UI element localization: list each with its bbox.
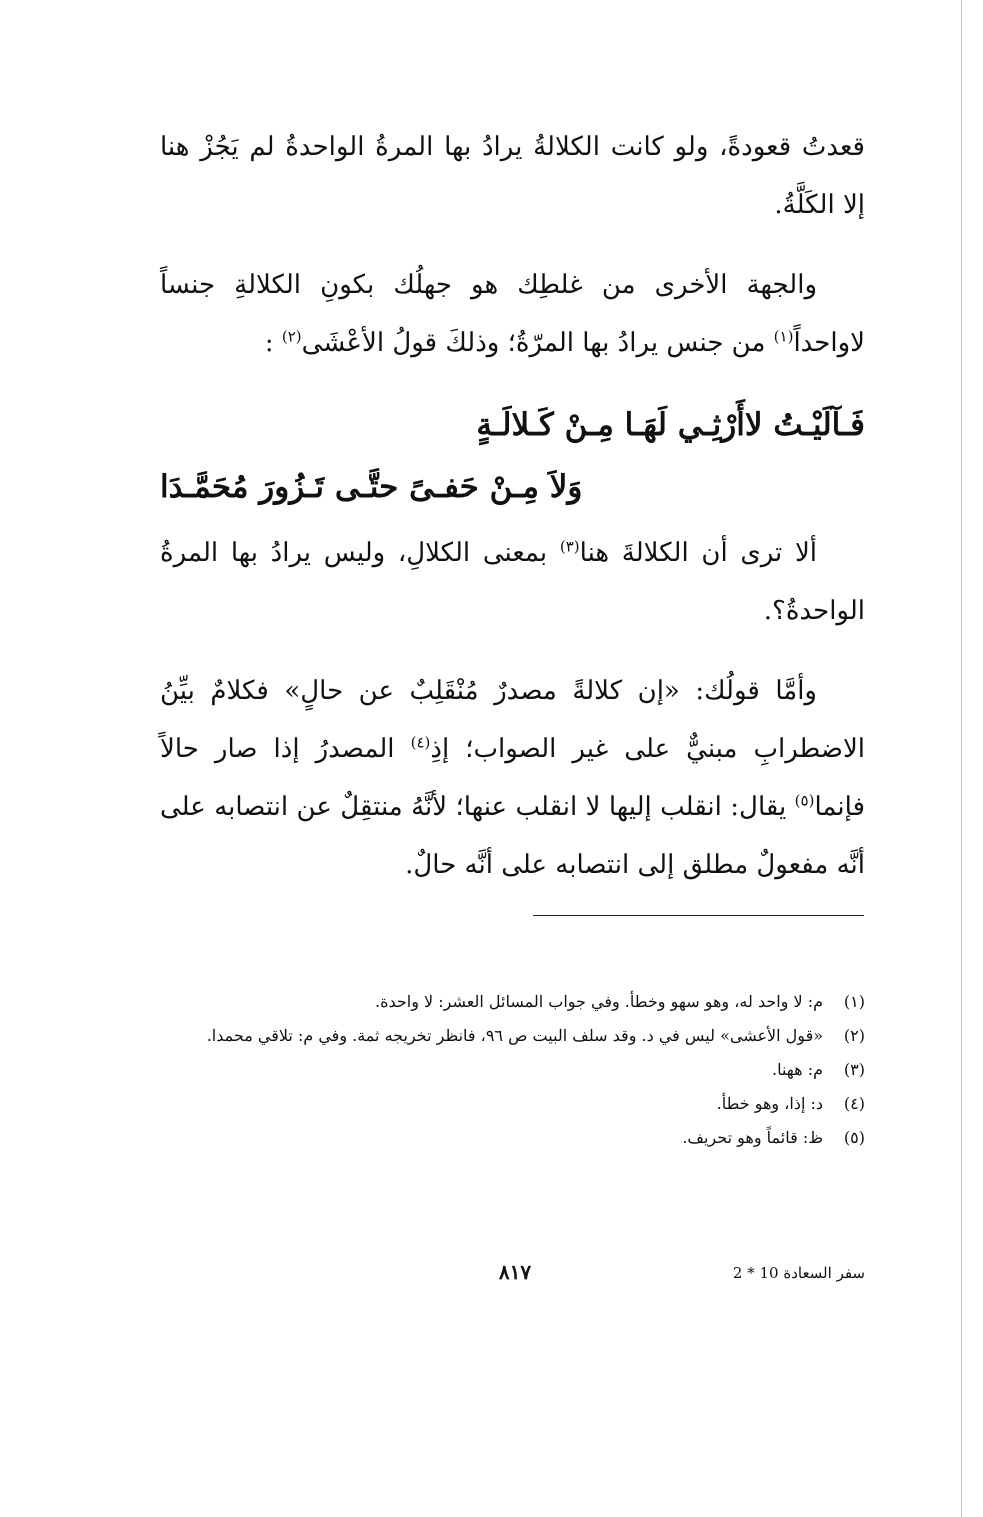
footnote-1 [180,985,865,1019]
footnote-5 [180,1121,865,1155]
paragraph-1-text: قعدتُ قعودةً، ولو كانت الكلالةُ يرادُ بها المرةُ الواحدةُ لم يَجُزْ هنا إلا الكَلَّةُ. [160,132,865,220]
footnote-marker-2[interactable]: (٢) [281,327,302,346]
footnote-4 [180,1087,865,1121]
footnote-4-number: (٤) [843,1094,865,1113]
footnotes [180,985,865,1155]
paragraph-2-text-b: من جنس يرادُ بها المرّةُ؛ وذلكَ قولُ الأعْشَى [301,328,766,358]
footnote-2 [180,1019,865,1053]
page-edge-line [961,0,962,1517]
footnote-marker-3[interactable]: (٣) [559,537,580,556]
series-label: سفر السعادة 10 * 2 [732,1264,865,1282]
footnote-marker-1[interactable]: (١) [773,327,794,346]
footnote-1-text: م: لا واحد له، وهو سهو وخطأ. وفي جواب المسائل العشر: لا واحدة. [375,992,823,1011]
paragraph-4 [160,662,865,894]
footnote-2-number: (٢) [843,1026,865,1045]
paragraph-1 [160,118,865,234]
footnote-3 [180,1053,865,1087]
paragraph-2 [160,256,865,372]
paragraph-4-text-c: يقال: انقلب إليها لا انقلب عنها؛ لأنَّهُ منتقِلٌ عن انتصابه على أنَّه مفعولٌ مطلق إلى انتصابه على أنَّه حالٌ. [160,792,865,880]
footnote-marker-5[interactable]: (٥) [794,791,815,810]
footnote-3-number: (٣) [843,1060,865,1079]
paragraph-3-text-b: بمعنى الكلالِ، وليس يرادُ بها المرةُ الواحدةُ؟. [160,538,865,626]
footnote-marker-4[interactable]: (٤) [410,733,431,752]
footnote-1-number: (١) [843,992,865,1011]
paragraph-4-text-a: وأمَّا قولُك: «إن كلالةً مصدرٌ مُنْقَلِبٌ عن حالٍ» فكلامٌ بيِّنُ الاضطرابِ مبنيٌّ على غير الصواب؛ إذِ [160,676,866,764]
footnote-separator [533,915,864,916]
footnote-2-text: «قول الأعشى» ليس في د. وقد سلف البيت ص ٩٦، فانظر تخريجه ثمة. وفي م: تلاقي محمدا. [206,1026,823,1045]
paragraph-2-colon: : [264,328,274,358]
verse-second-hemistich: وَلاَ مِـنْ حَفـىً حتَّـى تَـزُورَ مُحَمَّـدَا [160,469,583,505]
verse-first-hemistich: فَـآلَيْـتُ لاأَرْثِـي لَهَـا مِـنْ كَـلالَـةٍ [476,407,865,443]
paragraph-4-text-b: المصدرُ إذا صار حالاً فإنما [160,734,865,822]
footnote-5-number: (٥) [843,1128,865,1147]
main-text [160,118,865,916]
footnote-3-text: م: ههنا. [772,1060,823,1079]
footnote-5-text: ظ: قائماً وهو تحريف. [682,1128,823,1147]
footnote-4-text: د: إذا، وهو خطأ. [716,1094,823,1113]
paragraph-3-text-a: ألا ترى أن الكلالةَ هنا [579,538,818,568]
paragraph-2-text-a: والجهة الأخرى من غلطِك هو جهلُك بكونِ الكلالةِ جنساً لاواحداً [160,270,865,358]
paragraph-3 [160,524,865,640]
page-number: ٨١٧ [498,1260,532,1284]
